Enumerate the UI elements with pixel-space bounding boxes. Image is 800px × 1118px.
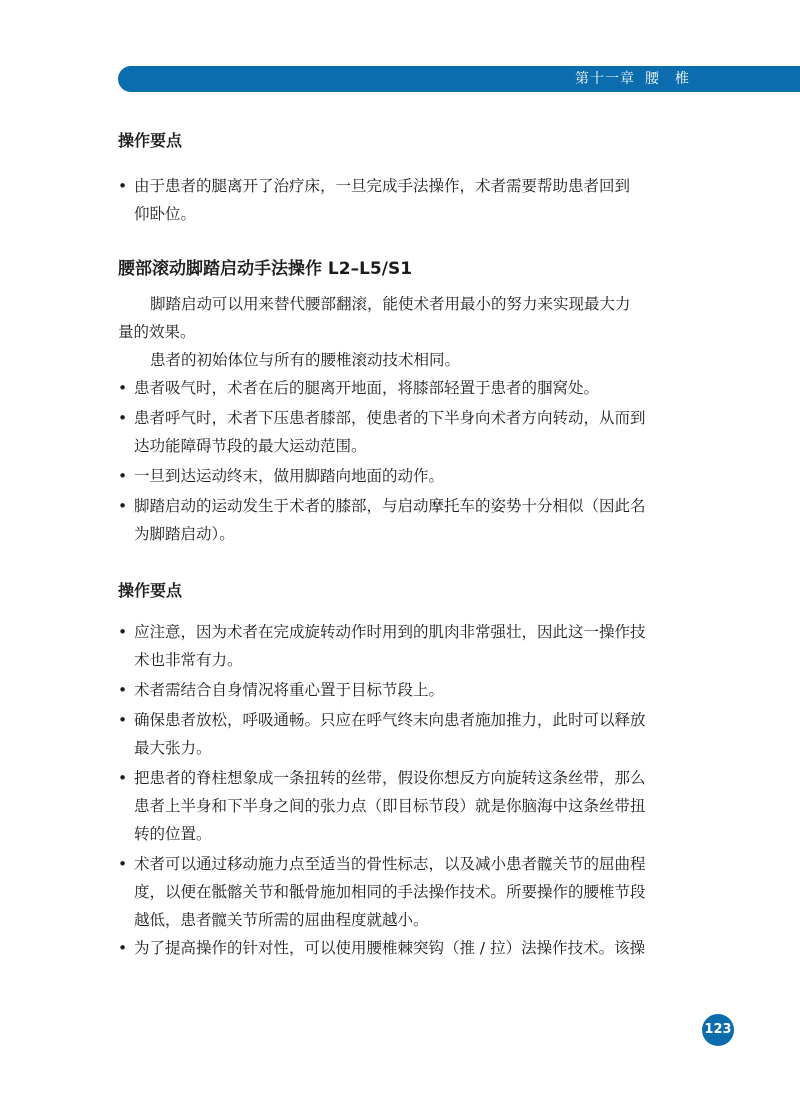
chapter-label: 第十一章 (575, 71, 635, 87)
list-item (118, 850, 706, 934)
bullet-dot: • (118, 623, 128, 641)
chapter-section-label: 腰 椎 (645, 71, 690, 87)
bullet-dot: • (118, 855, 128, 873)
paragraph-line: 量的效果。 (118, 323, 196, 341)
bullet-dot: • (118, 681, 128, 699)
list-item (118, 934, 706, 962)
bullet-dot: • (118, 769, 128, 787)
bullet-line: 度，以便在骶髂关节和骶骨施加相同的手法操作技术。所要操作的腰椎节段 (134, 883, 646, 901)
bullet-line: 一旦到达运动终末，做用脚踏向地面的动作。 (134, 467, 445, 485)
paragraph-line: 脚踏启动可以用来替代腰部翻滚，能使术者用最小的努力来实现最大力 (150, 295, 631, 313)
bullet-line: 术也非常有力。 (134, 651, 243, 669)
bullet-line: 脚踏启动的运动发生于术者的膝部，与启动摩托车的姿势十分相似（因此名 (134, 497, 646, 515)
bullet-line: 转的位置。 (134, 825, 212, 843)
bullet-dot: • (118, 711, 128, 729)
bullet-line: 由于患者的腿离开了治疗床，一旦完成手法操作，术者需要帮助患者回到 (134, 177, 631, 195)
chapter-header-bar (118, 66, 800, 92)
bullet-line: 把患者的脊柱想象成一条扭转的丝带，假设你想反方向旋转这条丝带，那么 (134, 769, 646, 787)
bullet-dot: • (118, 379, 128, 397)
bullet-line: 仰卧位。 (134, 205, 197, 223)
bullet-line: 患者吸气时，术者在后的腿离开地面，将膝部轻置于患者的腘窝处。 (134, 379, 600, 397)
bullet-line: 达功能障碍节段的最大运动范围。 (134, 437, 367, 455)
bullet-dot: • (118, 409, 128, 427)
bullet-line: 应注意，因为术者在完成旋转动作时用到的肌肉非常强壮，因此这一操作技 (134, 623, 646, 641)
bullet-line: 确保患者放松，呼吸通畅。只应在呼气终末向患者施加推力，此时可以释放 (134, 711, 646, 729)
bullet-dot: • (118, 497, 128, 515)
list-item (118, 764, 706, 848)
bullet-dot: • (118, 939, 128, 957)
chapter-header-text (575, 66, 690, 92)
list-item (118, 706, 706, 762)
technique-title: 腰部滚动脚踏启动手法操作 L2–L5/S1 (118, 259, 413, 279)
list-item (118, 404, 706, 460)
bullet-line: 术者可以通过移动施力点至适当的骨性标志，以及减小患者髋关节的屈曲程 (134, 855, 646, 873)
bullet-line: 越低，患者髋关节所需的屈曲程度就越小。 (134, 911, 429, 929)
bullet-line: 术者需结合自身情况将重心置于目标节段上。 (134, 681, 445, 699)
list-item (118, 618, 706, 674)
paragraph-intro (118, 290, 690, 346)
bullet-line: 为了提高操作的针对性，可以使用腰椎棘突钩（推 / 拉）法操作技术。该操 (134, 939, 646, 957)
list-item (118, 172, 706, 228)
page-number: 123 (702, 1014, 734, 1046)
section-heading-tips-1: 操作要点 (118, 131, 183, 150)
bullet-dot: • (118, 467, 128, 485)
paragraph-line: 患者的初始体位与所有的腰椎滚动技术相同。 (150, 351, 461, 369)
section-heading-tips-2: 操作要点 (118, 581, 183, 600)
list-item (118, 374, 706, 402)
bullet-line: 最大张力。 (134, 739, 212, 757)
list-item (118, 462, 706, 490)
bullet-dot: • (118, 177, 128, 195)
bullet-line: 为脚踏启动）。 (134, 525, 235, 543)
paragraph-position (118, 346, 690, 374)
list-item (118, 676, 706, 704)
bullet-line: 患者上半身和下半身之间的张力点（即目标节段）就是你脑海中这条丝带扭 (134, 797, 646, 815)
bullet-line: 患者呼气时，术者下压患者膝部，使患者的下半身向术者方向转动，从而到 (134, 409, 646, 427)
list-item (118, 492, 706, 548)
